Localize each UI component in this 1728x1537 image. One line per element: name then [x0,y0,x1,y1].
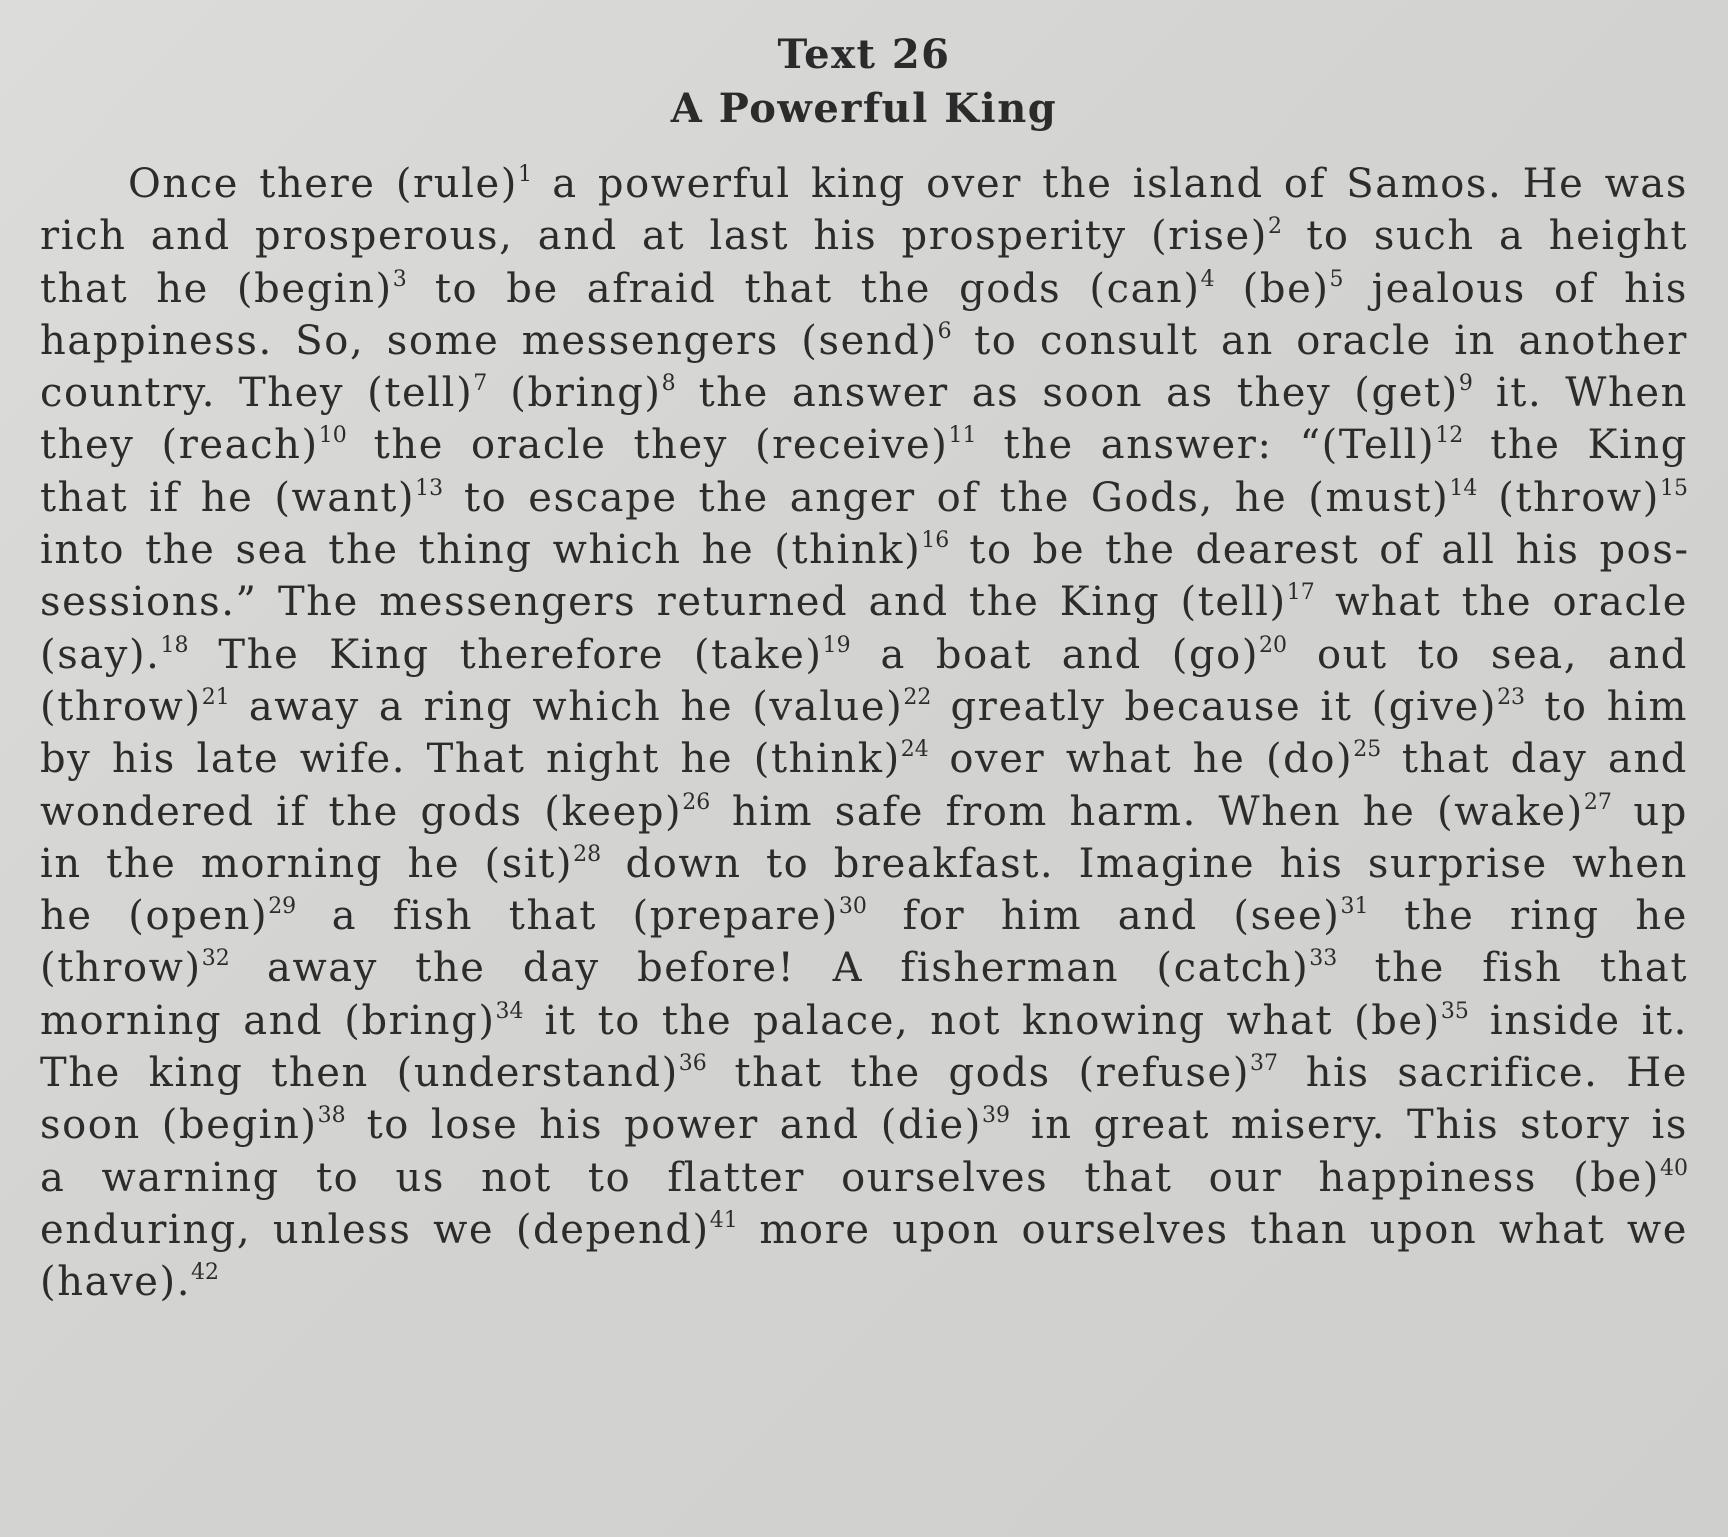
passage-text: it to the palace, not knowing what (be) [523,997,1441,1044]
blank-number: 21 [201,684,230,710]
blank-number: 29 [268,894,297,920]
blank-number: 27 [1583,789,1612,815]
blank-number: 8 [661,371,676,397]
blank-number: 28 [573,841,602,867]
passage-text: in great misery. This story is a warning to us not to flatter ourselves that our happiness (be) [40,1102,1688,1201]
blank-number: 38 [317,1103,346,1129]
blank-number: 11 [948,423,977,449]
blank-number: 31 [1340,894,1369,920]
blank-number: 33 [1309,946,1338,972]
blank-number: 16 [921,528,950,554]
passage-text: inside it. The king then (understand) [40,997,1688,1097]
passage-text: enduring, unless we (depend) [40,1206,710,1253]
passage-text: greatly because it (give) [931,683,1498,730]
passage-text: the fish that morning and (bring) [40,945,1688,1044]
blank-number: 30 [838,894,867,920]
passage-text: (be) [1214,265,1330,312]
passage-text: to be afraid that the gods (can) [406,265,1201,312]
blank-number: 24 [900,737,929,763]
blank-number: 17 [1286,580,1315,606]
blank-number: 41 [709,1207,738,1233]
passage-text: down to breakfast. Imagine his surprise when he (open) [40,840,1688,940]
passage-text: to consult an oracle in another country. They (tell) [40,317,1688,417]
passage-paragraph [40,158,1688,1309]
passage-text: more upon ourselves than upon what we (have). [40,1206,1689,1306]
blank-number: 7 [473,371,488,397]
blank-number: 35 [1440,998,1469,1024]
passage-text: that day and wondered if the gods (keep) [40,736,1689,835]
blank-number: 22 [903,684,932,710]
passage-text: to such a height that he (begin) [40,213,1689,312]
passage-text: the oracle they (receive) [346,422,949,469]
blank-number: 26 [682,789,711,815]
passage-text: out to sea, and (throw) [40,631,1688,730]
passage-text: to be the dearest of all his possessions.” The messengers returned and the King (tell) [40,527,1688,626]
passage-text: the answer: “(Tell) [976,422,1436,469]
blank-number: 25 [1353,737,1382,763]
passage-text: Once there (rule) [128,161,518,207]
blank-number: 36 [678,1051,707,1077]
blank-number: 15 [1659,475,1688,501]
passage-text: to him by his late wife. That night he (think) [40,683,1688,783]
blank-number: 39 [981,1103,1010,1129]
blank-number: 37 [1250,1051,1279,1077]
blank-number: 19 [822,632,851,658]
blank-number: 6 [937,318,952,344]
passage-text: his sacrifice. He soon (begin) [40,1050,1688,1149]
passage-text: away a ring which he (value) [229,683,904,730]
blank-number: 18 [160,632,189,658]
blank-number: 20 [1259,632,1288,658]
passage-text: The King therefore (take) [188,631,823,678]
passage-text: to escape the anger of the Gods, he (must) [443,474,1450,521]
passage-text: a powerful king over the island of Samos. He was rich and prosperous, and at last his prosperity (rise) [40,161,1688,260]
blank-number: 34 [495,998,524,1024]
passage-text: that the gods (refuse) [706,1050,1251,1097]
blank-number: 12 [1435,423,1464,449]
passage-text: a boat and (go) [850,631,1260,678]
heading-block [40,28,1688,136]
passage-text: the King that if he (want) [40,422,1688,521]
blank-number: 40 [1660,1155,1688,1181]
blank-number: 9 [1458,371,1473,397]
blank-number: 5 [1329,266,1344,292]
passage-text: a fish that (prepare) [296,893,839,940]
passage-text: into the sea the thing which he (think) [40,527,922,574]
passage-text: (bring) [487,370,662,417]
blank-number: 14 [1449,475,1478,501]
blank-number: 10 [318,423,347,449]
passage-text: the ring he (throw) [40,893,1688,992]
passage-text: him safe from harm. When he (wake) [710,788,1584,835]
blank-number: 42 [191,1260,220,1286]
passage-text: up in the morning he (sit) [40,788,1688,887]
blank-number: 23 [1497,684,1526,710]
blank-number: 1 [517,162,532,187]
blank-number: 13 [415,475,444,501]
blank-number: 32 [201,946,230,972]
passage-text: (throw) [1477,474,1660,521]
text-number: Text 26 [777,31,951,78]
passage-text: away the day before! A fisherman (catch) [229,945,1310,992]
passage-text: to lose his power and (die) [345,1102,982,1149]
passage-text: what the oracle (say). [40,579,1689,678]
page-title: A Powerful King [670,85,1058,132]
passage-text: for him and (see) [866,893,1341,940]
passage-text: over what he (do) [928,736,1354,783]
passage-text: jealous of his happiness. So, some messengers (send) [40,265,1688,364]
passage-text: the answer as soon as they (get) [675,370,1459,417]
blank-number: 2 [1267,214,1282,240]
blank-number: 4 [1200,266,1215,292]
passage-text: it. When they (reach) [40,370,1688,469]
blank-number: 3 [392,266,407,292]
